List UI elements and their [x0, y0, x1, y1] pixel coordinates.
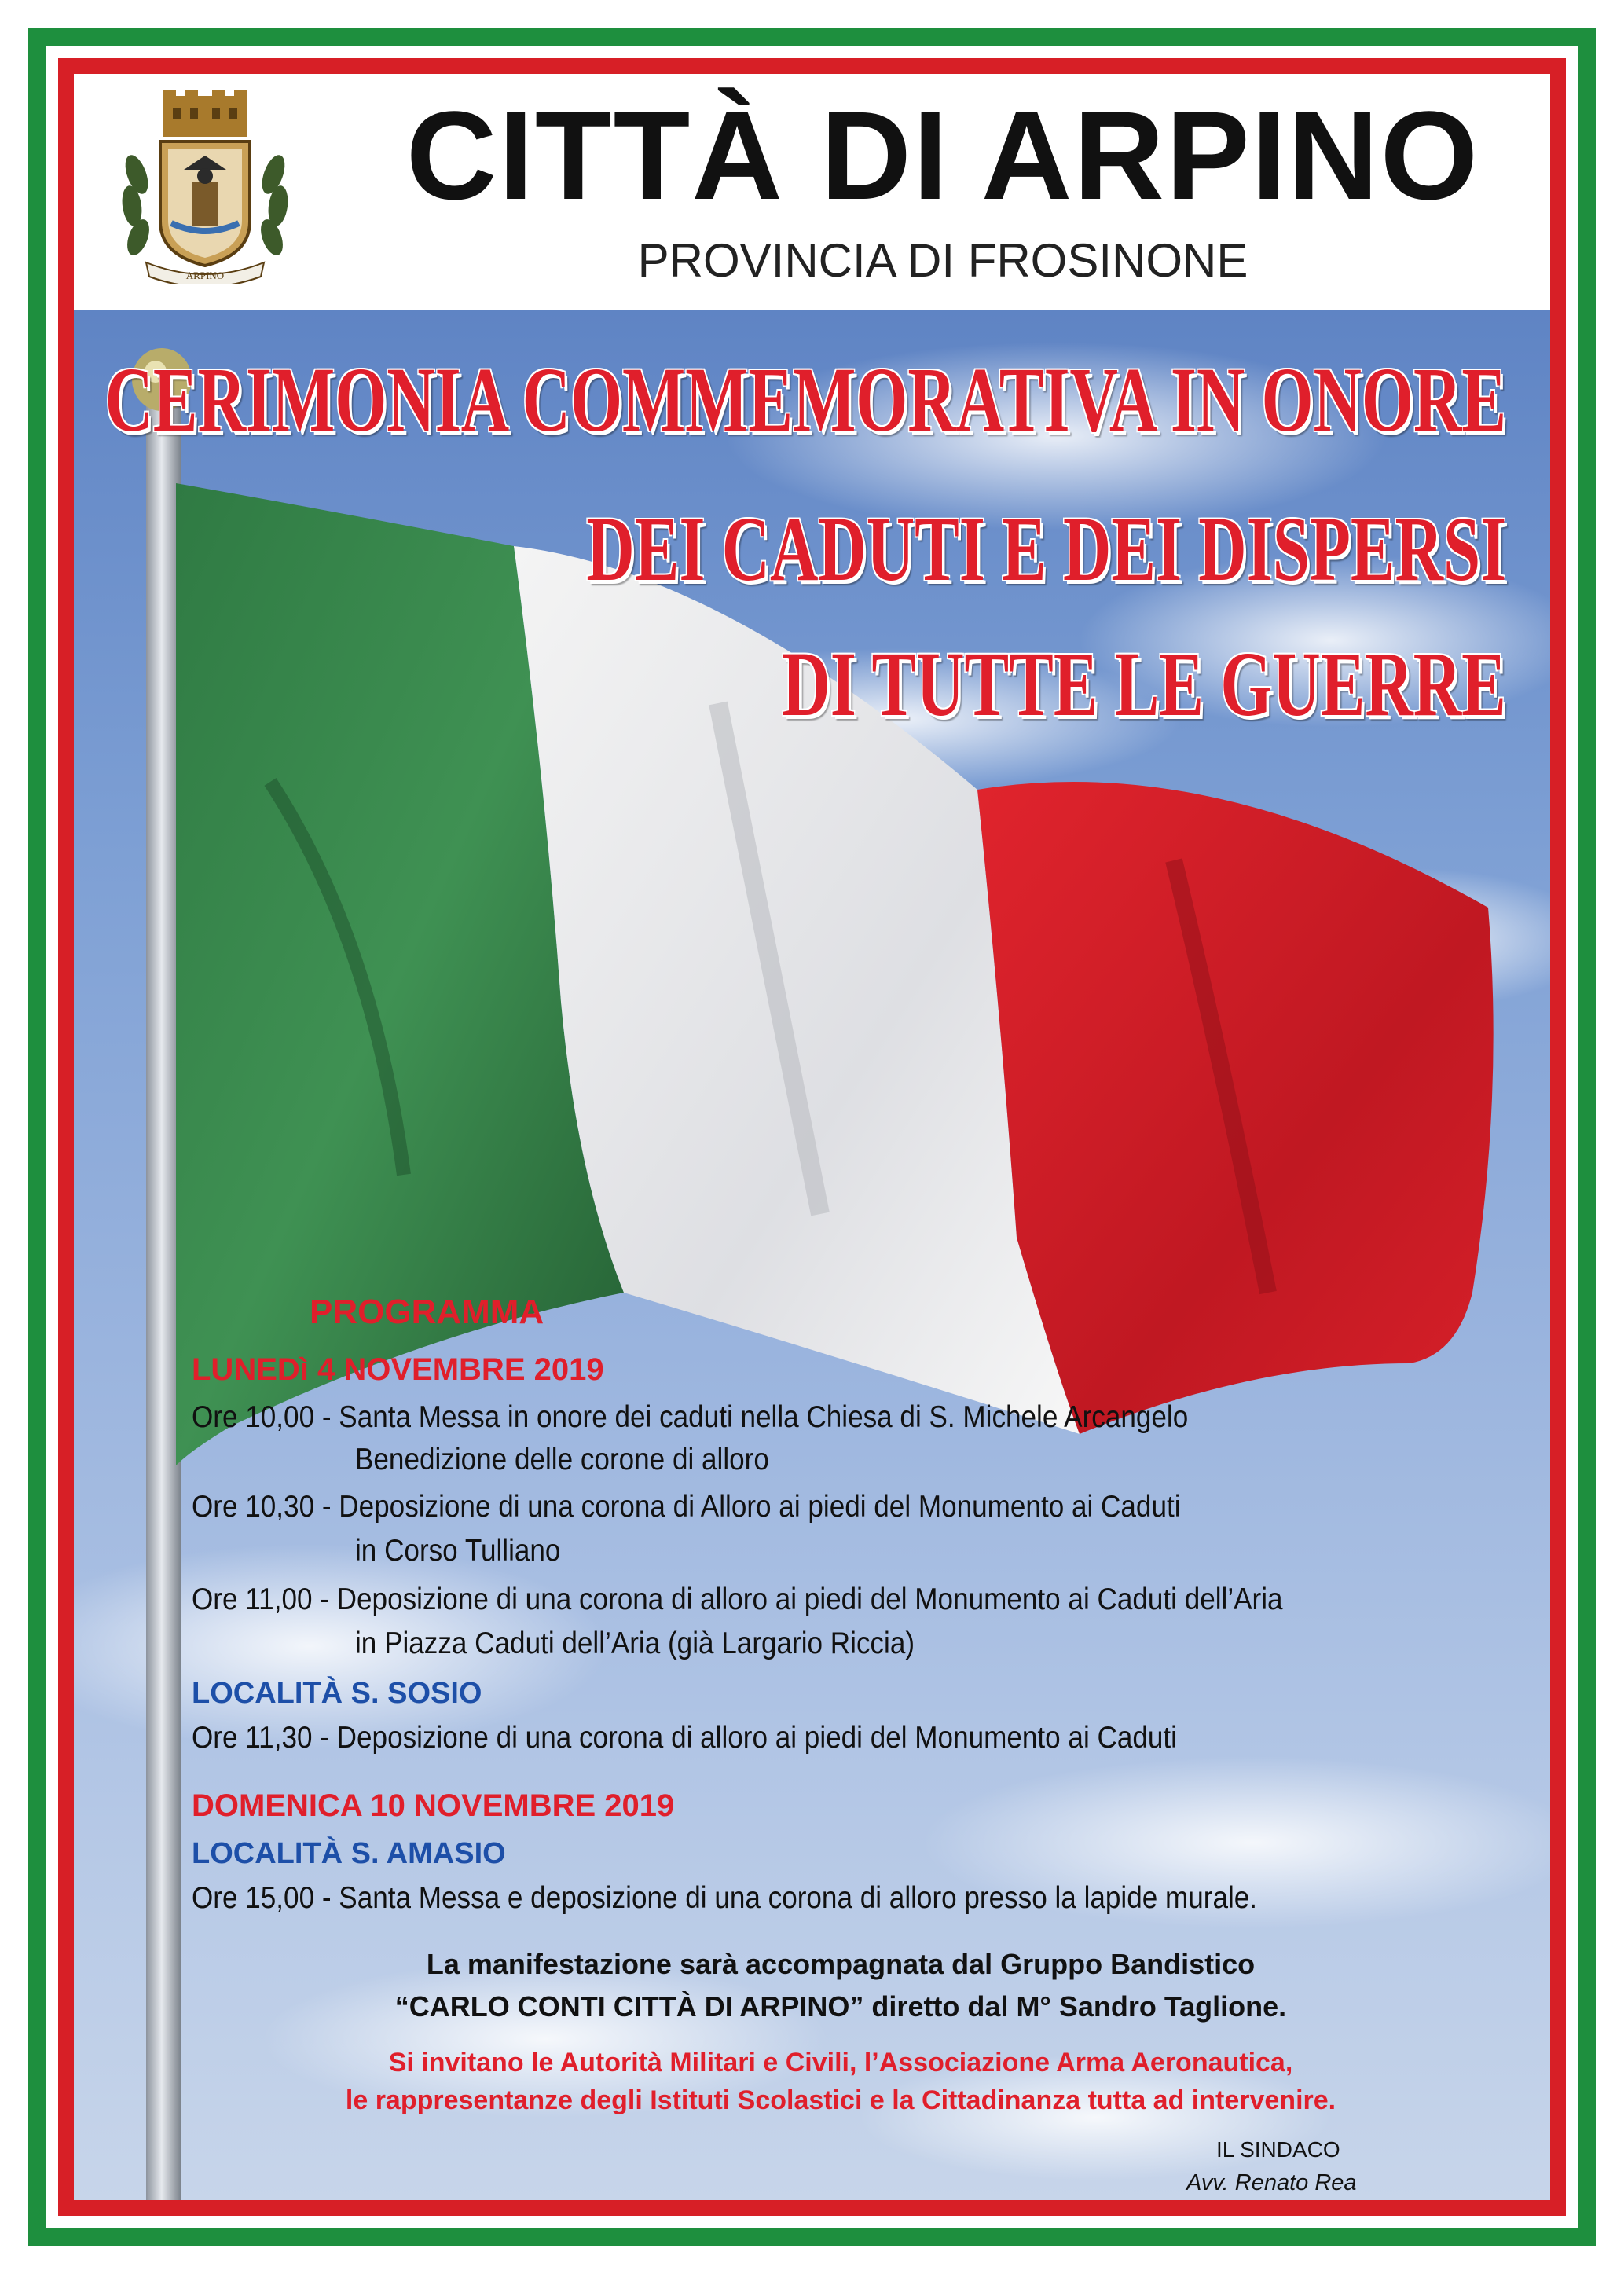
day1-item-2-cont: in Corso Tulliano [355, 1534, 561, 1568]
invite-line-1: Si invitano le Autorità Militari e Civili, l’Associazione Arma Aeronautica, [388, 2048, 1293, 2078]
day1-locality: LOCALITÀ S. SOSIO [192, 1677, 482, 1710]
band-line-1: La manifestazione sarà accompagnata dal Gruppo Bandistico [426, 1948, 1256, 1980]
day1-locality-item: Ore 11,30 - Deposizione di una corona di alloro ai piedi del Monumento ai Caduti [192, 1721, 1177, 1755]
day2-date: DOMENICA 10 NOVEMBRE 2019 [192, 1788, 675, 1823]
program-heading: PROGRAMMA [310, 1293, 544, 1331]
crest-motto: ARPINO [185, 270, 225, 281]
city-title: CITTÀ DI ARPINO [405, 85, 1480, 226]
day2-locality: LOCALITÀ S. AMASIO [192, 1837, 506, 1870]
signature-role: IL SINDACO [1216, 2137, 1340, 2162]
ceremony-title-line-2: DEI CADUTI E DEI DISPERSI [586, 497, 1506, 600]
day1-item-1: Ore 10,00 - Santa Messa in onore dei caduti nella Chiesa di S. Michele Arcangelo [192, 1400, 1189, 1434]
day1-item-2: Ore 10,30 - Deposizione di una corona di Alloro ai piedi del Monumento ai Caduti [192, 1490, 1181, 1524]
day1-date: LUNEDì 4 NOVEMBRE 2019 [192, 1352, 604, 1387]
city-crest-emblem [115, 88, 295, 284]
day1-item-3-cont: in Piazza Caduti dell’Aria (già Largario Riccia) [355, 1627, 915, 1660]
ceremony-title-line-3: DI TUTTE LE GUERRE [782, 633, 1506, 735]
day1-item-3: Ore 11,00 - Deposizione di una corona di alloro ai piedi del Monumento ai Caduti dell’Aria [192, 1583, 1283, 1616]
invite-line-2: le rappresentanze degli Istituti Scolastici e la Cittadinanza tutta ad intervenire. [345, 2085, 1336, 2115]
signature-name: Avv. Renato Rea [1186, 2170, 1357, 2195]
day2-item: Ore 15,00 - Santa Messa e deposizione di una corona di alloro presso la lapide murale. [192, 1881, 1258, 1915]
day1-item-1-cont: Benedizione delle corone di alloro [355, 1443, 769, 1476]
ceremony-title-line-1: CERIMONIA COMMEMORATIVA IN ONORE [104, 348, 1506, 451]
province-subtitle: PROVINCIA DI FROSINONE [637, 234, 1248, 287]
band-line-2: “CARLO CONTI CITTÀ DI ARPINO” diretto dal M° Sandro Taglione. [394, 1990, 1287, 2023]
